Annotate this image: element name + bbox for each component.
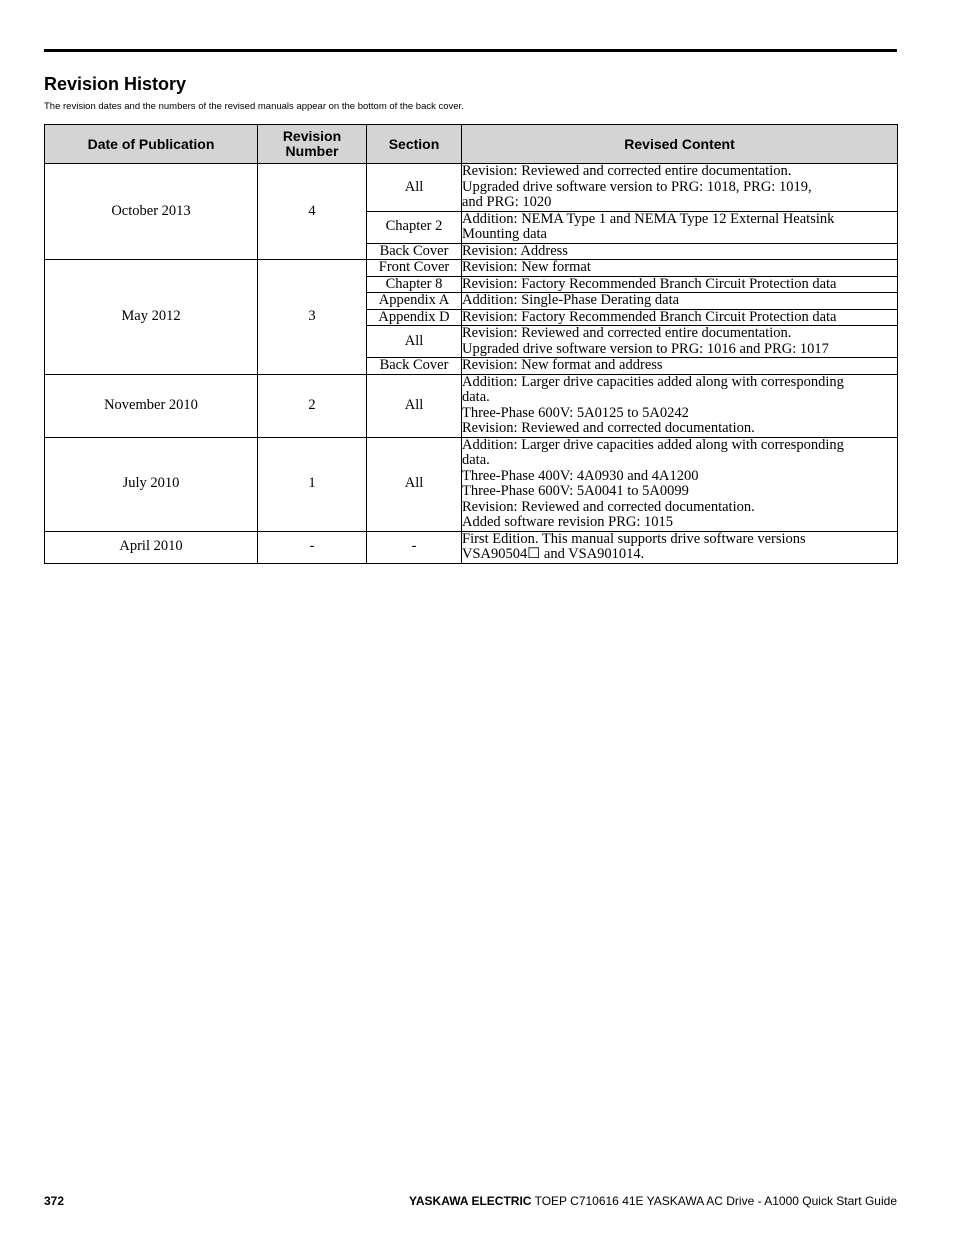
section-cell: - — [367, 531, 462, 563]
content-cell: Revision: Address — [462, 243, 898, 260]
top-rule — [44, 49, 897, 52]
content-cell: First Edition. This manual supports drive software versions VSA90504☐ and VSA901014. — [462, 531, 898, 563]
revision-cell: 3 — [258, 260, 367, 375]
revision-cell: 2 — [258, 374, 367, 437]
table-row — [45, 164, 898, 212]
revision-cell: - — [258, 531, 367, 563]
table-row — [45, 260, 898, 277]
content-cell: Revision: Reviewed and corrected entire documentation. Upgraded drive software version to PRG: 1018, PRG: 1019, and PRG: 1020 — [462, 164, 898, 212]
section-cell: All — [367, 164, 462, 212]
table-header-row — [45, 125, 898, 164]
date-cell: July 2010 — [45, 437, 258, 531]
header-revision: Revision Number — [258, 125, 367, 164]
page-number: 372 — [44, 1194, 65, 1208]
date-cell: November 2010 — [45, 374, 258, 437]
content-cell: Revision: Reviewed and corrected entire documentation. Upgraded drive software version to PRG: 1016 and PRG: 1017 — [462, 326, 898, 358]
content-cell: Addition: Single-Phase Derating data — [462, 293, 898, 310]
document-footer — [409, 1194, 897, 1208]
section-cell: All — [367, 437, 462, 531]
revision-cell: 4 — [258, 164, 367, 260]
content-cell: Addition: Larger drive capacities added along with corresponding data. Three-Phase 400V: 4A0930 and 4A1200 Three-Phase 600V: 5A0041 to 5A0099 Revision: Reviewed and corrected documentation. Added software revision PRG: 1015 — [462, 437, 898, 531]
revision-cell: 1 — [258, 437, 367, 531]
page-title: Revision History — [44, 74, 187, 94]
document-id: TOEP C710616 41E YASKAWA AC Drive - A1000 Quick Start Guide — [534, 1194, 897, 1208]
content-cell: Addition: Larger drive capacities added along with corresponding data. Three-Phase 600V: 5A0125 to 5A0242 Revision: Reviewed and corrected documentation. — [462, 374, 898, 437]
intro-text: The revision dates and the numbers of the revised manuals appear on the bottom of the back cover. — [44, 101, 464, 112]
section-cell: Chapter 8 — [367, 276, 462, 293]
section-cell: Appendix D — [367, 309, 462, 326]
date-cell: May 2012 — [45, 260, 258, 375]
date-cell: April 2010 — [45, 531, 258, 563]
table-row — [45, 531, 898, 563]
content-cell: Addition: NEMA Type 1 and NEMA Type 12 External Heatsink Mounting data — [462, 211, 898, 243]
header-section: Section — [367, 125, 462, 164]
section-cell: Chapter 2 — [367, 211, 462, 243]
date-cell: October 2013 — [45, 164, 258, 260]
section-cell: Back Cover — [367, 358, 462, 375]
company-name: YASKAWA ELECTRIC — [408, 1194, 532, 1208]
content-cell: Revision: Factory Recommended Branch Circuit Protection data — [462, 276, 898, 293]
revision-table — [44, 124, 898, 564]
section-cell: All — [367, 326, 462, 358]
section-cell: Front Cover — [367, 260, 462, 277]
section-cell: All — [367, 374, 462, 437]
section-cell: Appendix A — [367, 293, 462, 310]
table-row — [45, 437, 898, 531]
section-cell: Back Cover — [367, 243, 462, 260]
header-date: Date of Publication — [45, 125, 258, 164]
content-cell: Revision: Factory Recommended Branch Circuit Protection data — [462, 309, 898, 326]
table-row — [45, 374, 898, 437]
header-content: Revised Content — [462, 125, 898, 164]
content-cell: Revision: New format and address — [462, 358, 898, 375]
content-cell: Revision: New format — [462, 260, 898, 277]
